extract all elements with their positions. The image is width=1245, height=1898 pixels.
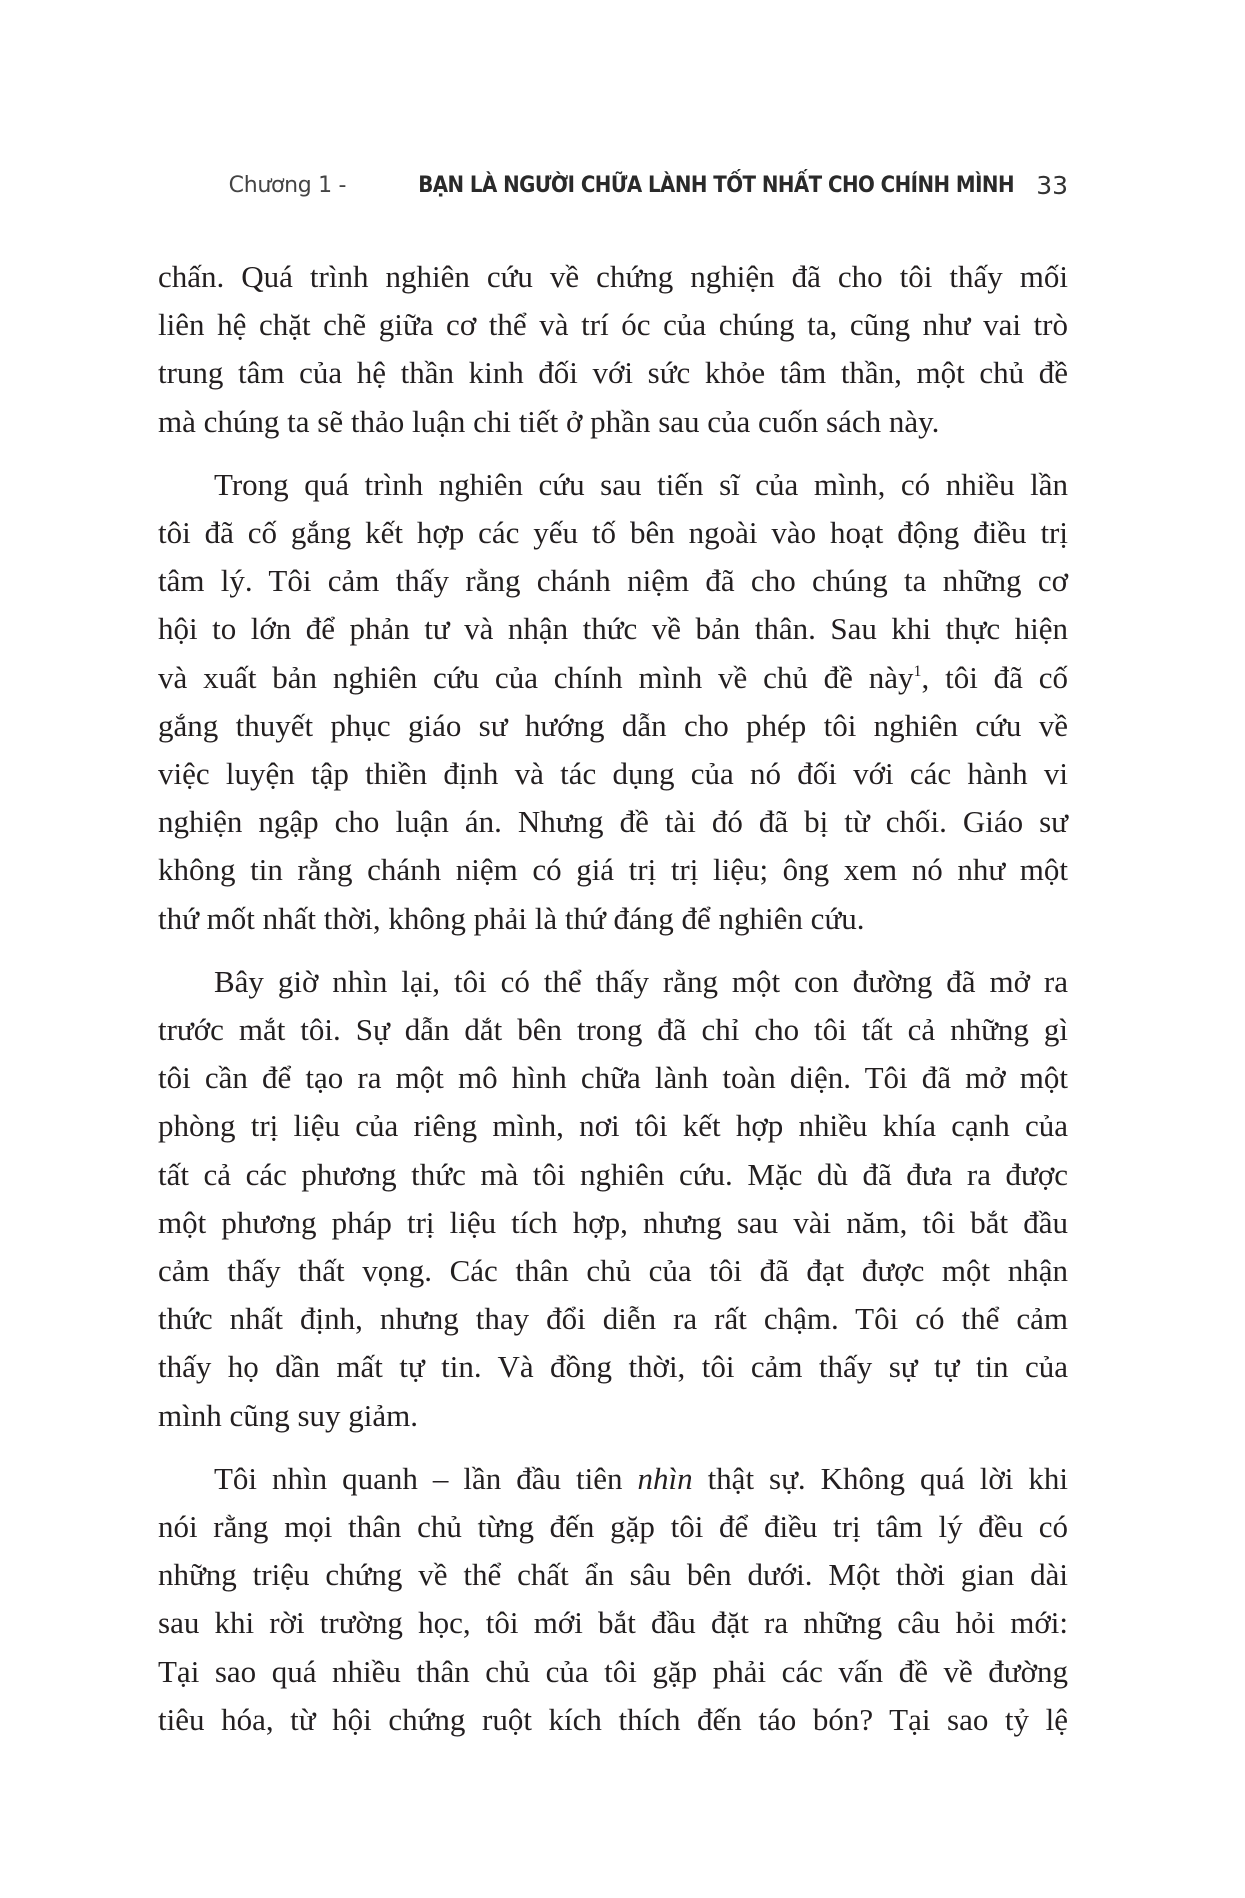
paragraph	[158, 461, 1068, 943]
text-line: tôi đã cố gắng kết hợp các yếu tố bên ngoài vào hoạt động điều trị	[158, 515, 1068, 551]
page-number: 33	[1036, 171, 1068, 200]
text-line: và xuất bản nghiên cứu của chính mình về chủ đề này$^1$, tôi đã cố	[158, 659, 1068, 695]
text-line: gắng thuyết phục giáo sư hướng dẫn cho phép tôi nghiên cứu về	[158, 707, 1068, 743]
chapter-label: Chương 1 -	[228, 173, 347, 198]
emphasis: nhìn	[637, 1460, 693, 1496]
text-line: nói rằng mọi thân chủ từng đến gặp tôi để điều trị tâm lý đều có	[158, 1509, 1068, 1545]
paragraph	[158, 1455, 1068, 1744]
text-line: liên hệ chặt chẽ giữa cơ thể và trí óc của chúng ta, cũng như vai trò	[158, 307, 1068, 343]
text-line: việc luyện tập thiền định và tác dụng của nó đối với các hành vi	[158, 756, 1068, 792]
text-line: trước mắt tôi. Sự dẫn dắt bên trong đã chỉ cho tôi tất cả những gì	[158, 1012, 1068, 1048]
paragraph	[158, 958, 1068, 1440]
text-line: Bây giờ nhìn lại, tôi có thể thấy rằng một con đường đã mở ra	[214, 963, 1068, 999]
text-line: tất cả các phương thức mà tôi nghiên cứu. Mặc dù đã đưa ra được	[158, 1156, 1068, 1192]
text-line: sau khi rời trường học, tôi mới bắt đầu đặt ra những câu hỏi mới:	[158, 1605, 1068, 1641]
body-text	[158, 253, 1068, 1759]
text-line: tiêu hóa, từ hội chứng ruột kích thích đến táo bón? Tại sao tỷ lệ	[158, 1701, 1068, 1737]
running-header	[228, 170, 1068, 202]
text-line: Tôi nhìn quanh – lần đầu tiên nhìn thật sự. Không quá lời khi	[214, 1460, 1068, 1496]
text-line: nghiện ngập cho luận án. Nhưng đề tài đó đã bị từ chối. Giáo sư	[158, 804, 1068, 840]
text-line: mà chúng ta sẽ thảo luận chi tiết ở phần sau của cuốn sách này.	[158, 403, 940, 439]
text-line: trung tâm của hệ thần kinh đối với sức khỏe tâm thần, một chủ đề	[158, 355, 1068, 391]
text-line: thứ mốt nhất thời, không phải là thứ đáng để nghiên cứu.	[158, 900, 865, 936]
text-line: cảm thấy thất vọng. Các thân chủ của tôi đã đạt được một nhận	[158, 1253, 1068, 1289]
text-line: phòng trị liệu của riêng mình, nơi tôi kết hợp nhiều khía cạnh của	[158, 1108, 1068, 1144]
text-line: Trong quá trình nghiên cứu sau tiến sĩ của mình, có nhiều lần	[214, 466, 1068, 502]
text-line: tâm lý. Tôi cảm thấy rằng chánh niệm đã cho chúng ta những cơ	[158, 563, 1068, 599]
footnote-marker: 1	[913, 662, 922, 680]
text-line: một phương pháp trị liệu tích hợp, nhưng sau vài năm, tôi bắt đầu	[158, 1204, 1068, 1240]
text-line: Tại sao quá nhiều thân chủ của tôi gặp phải các vấn đề về đường	[158, 1653, 1068, 1689]
text-line: những triệu chứng về thể chất ẩn sâu bên dưới. Một thời gian dài	[158, 1557, 1068, 1593]
chapter-title: BẠN LÀ NGƯỜI CHỮA LÀNH TỐT NHẤT CHO CHÍNH MÌNH	[418, 173, 1015, 198]
text-line: tôi cần để tạo ra một mô hình chữa lành toàn diện. Tôi đã mở một	[158, 1060, 1068, 1096]
text-line: thấy họ dần mất tự tin. Và đồng thời, tôi cảm thấy sự tự tin của	[158, 1349, 1068, 1385]
text-line: hội to lớn để phản tư và nhận thức về bản thân. Sau khi thực hiện	[158, 611, 1068, 647]
paragraph	[158, 253, 1068, 446]
text-line: thức nhất định, nhưng thay đổi diễn ra rất chậm. Tôi có thể cảm	[158, 1301, 1068, 1337]
text-line: mình cũng suy giảm.	[158, 1397, 419, 1433]
text-line: chấn. Quá trình nghiên cứu về chứng nghiện đã cho tôi thấy mối	[158, 259, 1068, 294]
text-line: không tin rằng chánh niệm có giá trị trị liệu; ông xem nó như một	[158, 852, 1068, 888]
